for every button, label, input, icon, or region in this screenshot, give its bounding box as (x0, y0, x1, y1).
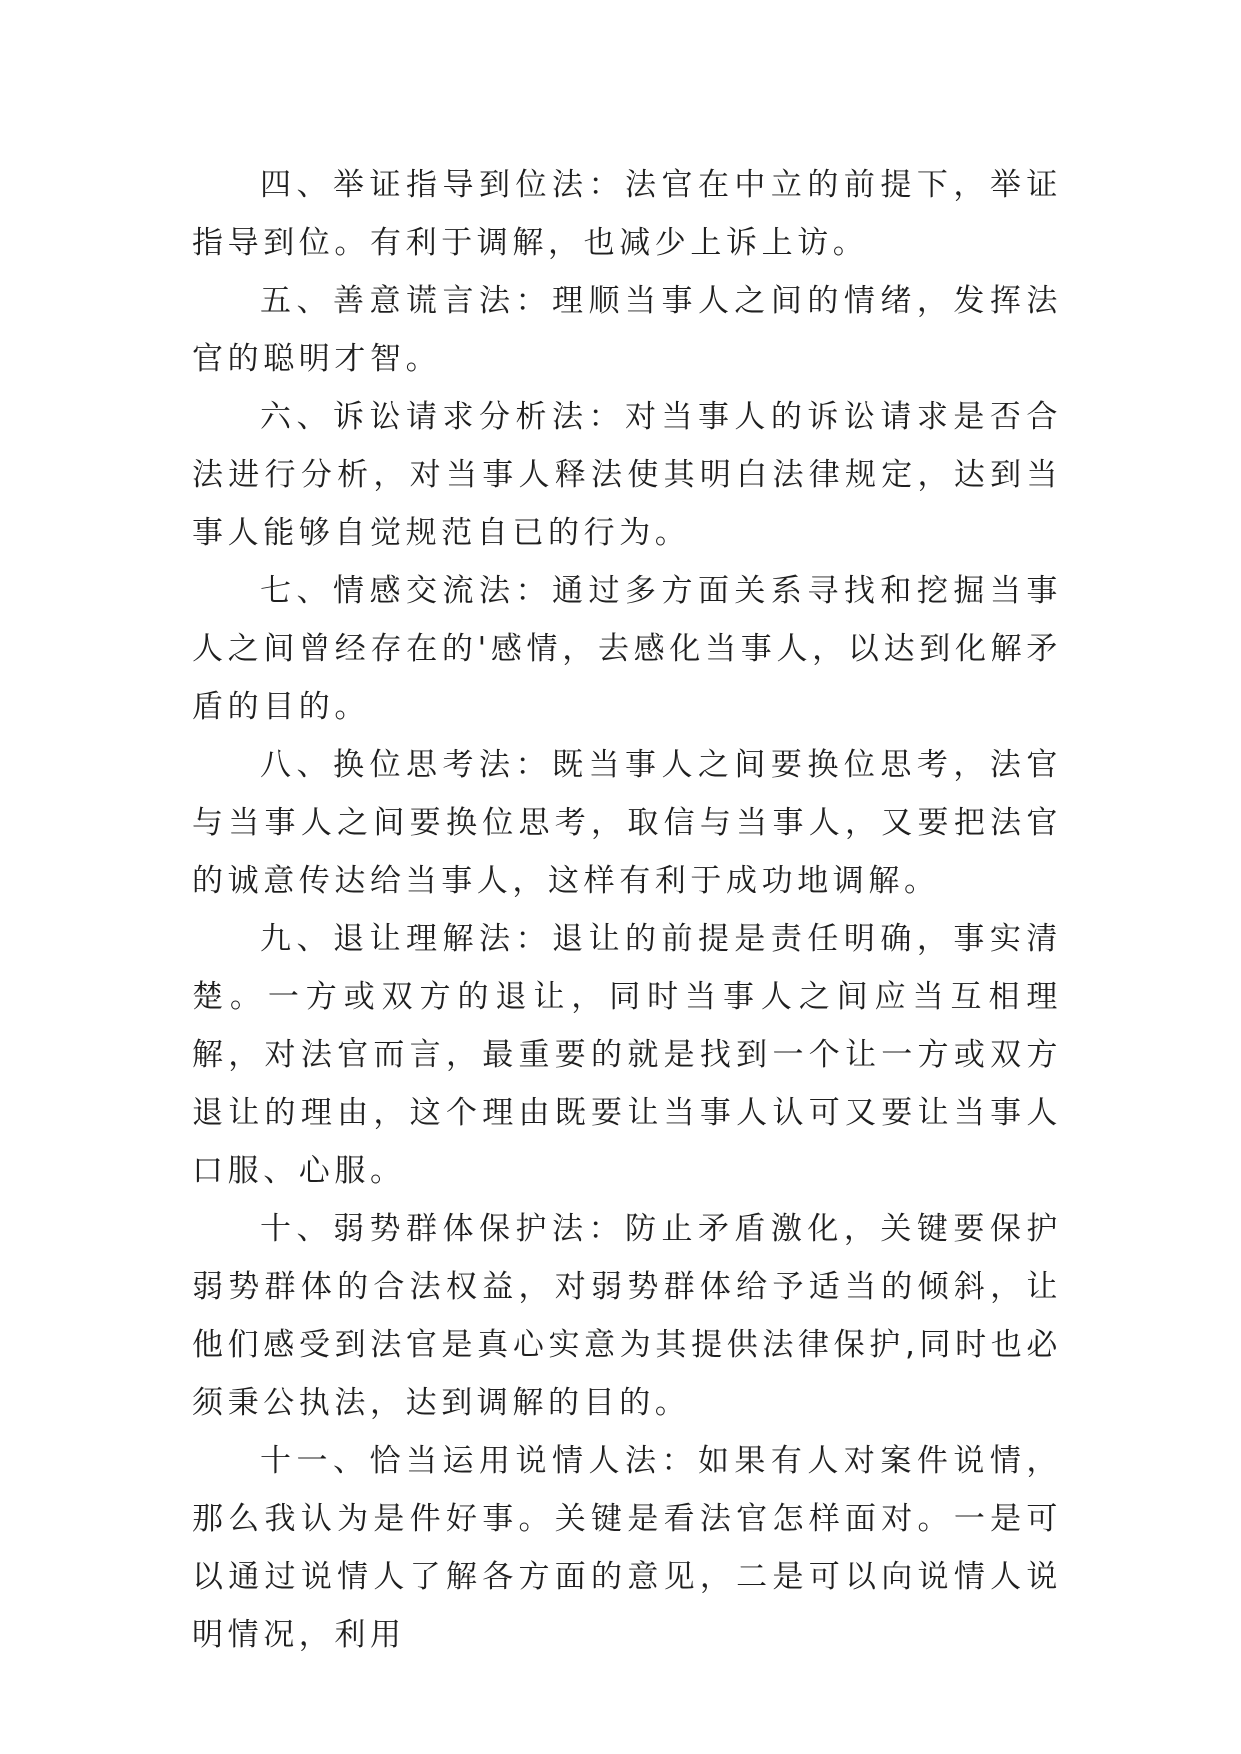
paragraph-6: 六、诉讼请求分析法：对当事人的诉讼请求是否合法进行分析，对当事人释法使其明白法律规定，达到当事人能够自觉规范自已的行为。 (192, 399, 1062, 551)
document-body (192, 156, 1062, 1664)
paragraph-9: 九、退让理解法：退让的前提是责任明确，事实清楚。一方或双方的退让，同时当事人之间应当互相理解，对法官而言，最重要的就是找到一个让一方或双方退让的理由，这个理由既要让当事人认可又要让当事人口服、心服。 (192, 921, 1062, 1189)
paragraph-10: 十、弱势群体保护法：防止矛盾激化，关键要保护弱势群体的合法权益，对弱势群体给予适当的倾斜，让他们感受到法官是真心实意为其提供法律保护,同时也必须秉公执法，达到调解的目的。 (192, 1211, 1062, 1421)
paragraph-11: 十一、恰当运用说情人法：如果有人对案件说情，那么我认为是件好事。关键是看法官怎样面对。一是可以通过说情人了解各方面的意见，二是可以向说情人说明情况，利用 (192, 1443, 1062, 1653)
paragraph-8: 八、换位思考法：既当事人之间要换位思考，法官与当事人之间要换位思考，取信与当事人，又要把法官的诚意传达给当事人，这样有利于成功地调解。 (192, 747, 1062, 899)
paragraph-4: 四、举证指导到位法：法官在中立的前提下，举证指导到位。有利于调解，也减少上诉上访。 (192, 167, 1062, 261)
paragraph-7: 七、情感交流法：通过多方面关系寻找和挖掘当事人之间曾经存在的'感情，去感化当事人，以达到化解矛盾的目的。 (192, 573, 1062, 725)
paragraph-5: 五、善意谎言法：理顺当事人之间的情绪，发挥法官的聪明才智。 (192, 283, 1062, 377)
